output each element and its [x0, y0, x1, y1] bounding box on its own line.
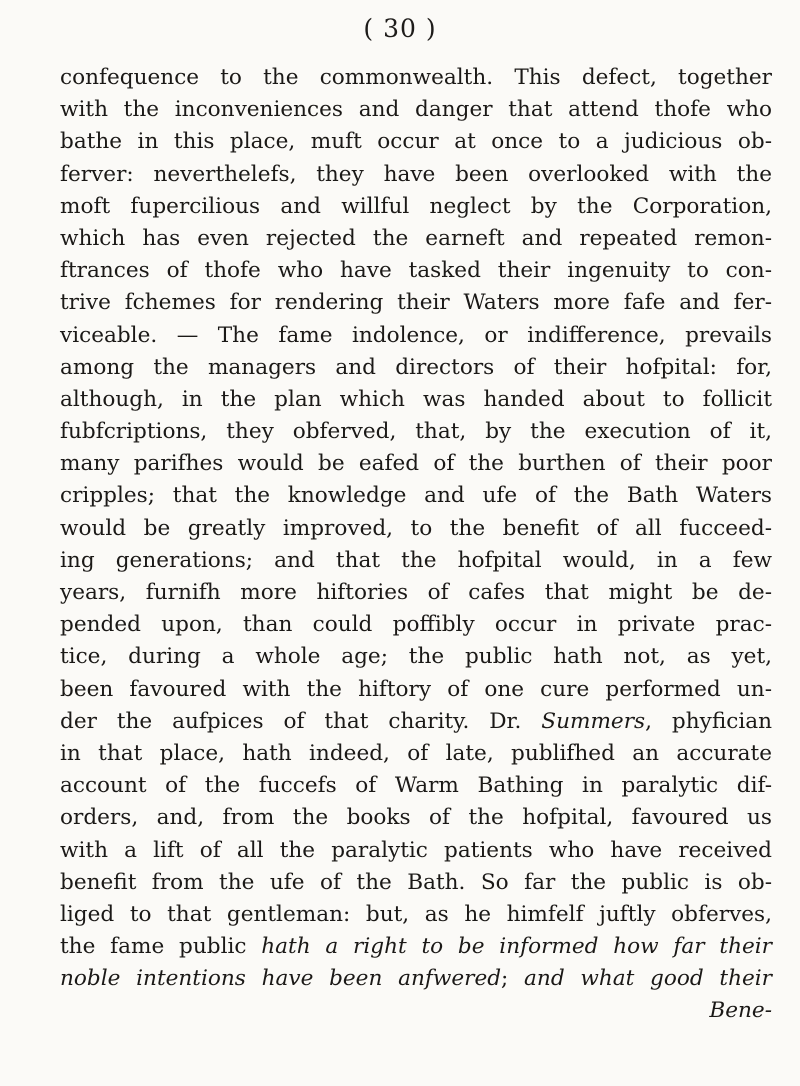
text-segment: liged to that gentleman: but, as he himfelf juftly obferves, [60, 901, 772, 927]
text-segment: would be greatly improved, to the benefit of all fucceed- [60, 515, 772, 541]
page-number: ( 30 ) [363, 14, 437, 43]
text-line [60, 223, 772, 255]
text-line [60, 577, 772, 609]
text-segment: confequence to the commonwealth. This defect, together [60, 65, 772, 90]
text-line [60, 480, 772, 512]
text-segment: with the inconveniences and danger that attend thofe who [60, 97, 772, 123]
text-line [60, 320, 772, 352]
text-segment: trive fchemes for rendering their Waters more fafe and fer- [60, 290, 772, 316]
text-line [60, 513, 772, 545]
text-line [60, 62, 772, 94]
text-segment: account of the fuccefs of Warm Bathing in paralytic dif- [60, 773, 772, 799]
text-line [60, 191, 772, 223]
text-segment: among the managers and directors of their hofpital: for, [60, 354, 772, 380]
text-segment: moft fupercilious and willful neglect by the Corporation, [60, 193, 772, 219]
italic-text: hath a right to be informed how far their [261, 934, 772, 960]
italic-text: Bene- [709, 998, 772, 1024]
text-line [60, 287, 772, 319]
text-segment: which has even rejected the earneft and repeated remon- [60, 225, 772, 251]
text-line [60, 255, 772, 287]
text-segment: the fame public [60, 934, 262, 960]
text-segment: ferver: neverthelefs, they have been overlooked with the [60, 161, 772, 187]
text-line [60, 416, 772, 448]
text-line [60, 126, 772, 158]
text-line [60, 899, 772, 931]
text-line [60, 609, 772, 641]
text-segment: years, furnifh more hiftories of cafes that might be de- [60, 580, 772, 605]
italic-text: Summers [541, 708, 646, 734]
text-segment: although, in the plan which was handed about to follicit [60, 386, 772, 412]
text-line [60, 706, 772, 738]
text-segment: viceable. — The fame indolence, or indifference, prevails [60, 322, 772, 348]
text-segment: benefit from the ufe of the Bath. So far the public is ob- [60, 869, 772, 895]
text-line [60, 448, 772, 480]
text-line [60, 995, 772, 1027]
text-line [60, 352, 772, 384]
text-segment: , phyfician [645, 708, 773, 734]
text-line [60, 835, 772, 867]
italic-text: and what good their [524, 966, 772, 992]
text-line [60, 931, 772, 963]
text-segment: fubfcriptions, they obferved, that, by the execution of it, [60, 419, 772, 445]
text-line [60, 963, 772, 995]
text-segment: with a lift of all the paralytic patients who have received [60, 837, 772, 863]
text-line [60, 641, 772, 673]
text-segment: bathe in this place, muft occur at once to a judicious ob- [60, 129, 772, 155]
text-line [60, 545, 772, 577]
text-segment: ftrances of thofe who have tasked their ingenuity to con- [60, 258, 772, 284]
body-text [60, 62, 772, 1028]
text-segment: cripples; that the knowledge and ufe of the Bath Waters [60, 483, 772, 509]
text-segment: many parifhes would be eafed of the burthen of their poor [60, 451, 772, 477]
text-line [60, 159, 772, 191]
text-line [60, 770, 772, 802]
text-segment: ; [501, 966, 525, 992]
text-line [60, 674, 772, 706]
text-segment: in that place, hath indeed, of late, publifhed an accurate [60, 740, 772, 766]
text-line [60, 802, 772, 834]
italic-text: noble intentions have been anfwered [60, 966, 502, 992]
text-segment: pended upon, than could poffibly occur in private prac- [60, 612, 772, 638]
text-segment: orders, and, from the books of the hofpital, favoured us [60, 805, 772, 831]
text-segment: been favoured with the hiftory of one cure performed un- [60, 676, 772, 702]
text-segment: ing generations; and that the hofpital would, in a few [60, 547, 772, 573]
text-line [60, 384, 772, 416]
text-segment: tice, during a whole age; the public hath not, as yet, [60, 644, 772, 670]
text-line [60, 94, 772, 126]
text-segment: der the aufpices of that charity. Dr. [60, 708, 542, 734]
text-line [60, 867, 772, 899]
text-line [60, 738, 772, 770]
